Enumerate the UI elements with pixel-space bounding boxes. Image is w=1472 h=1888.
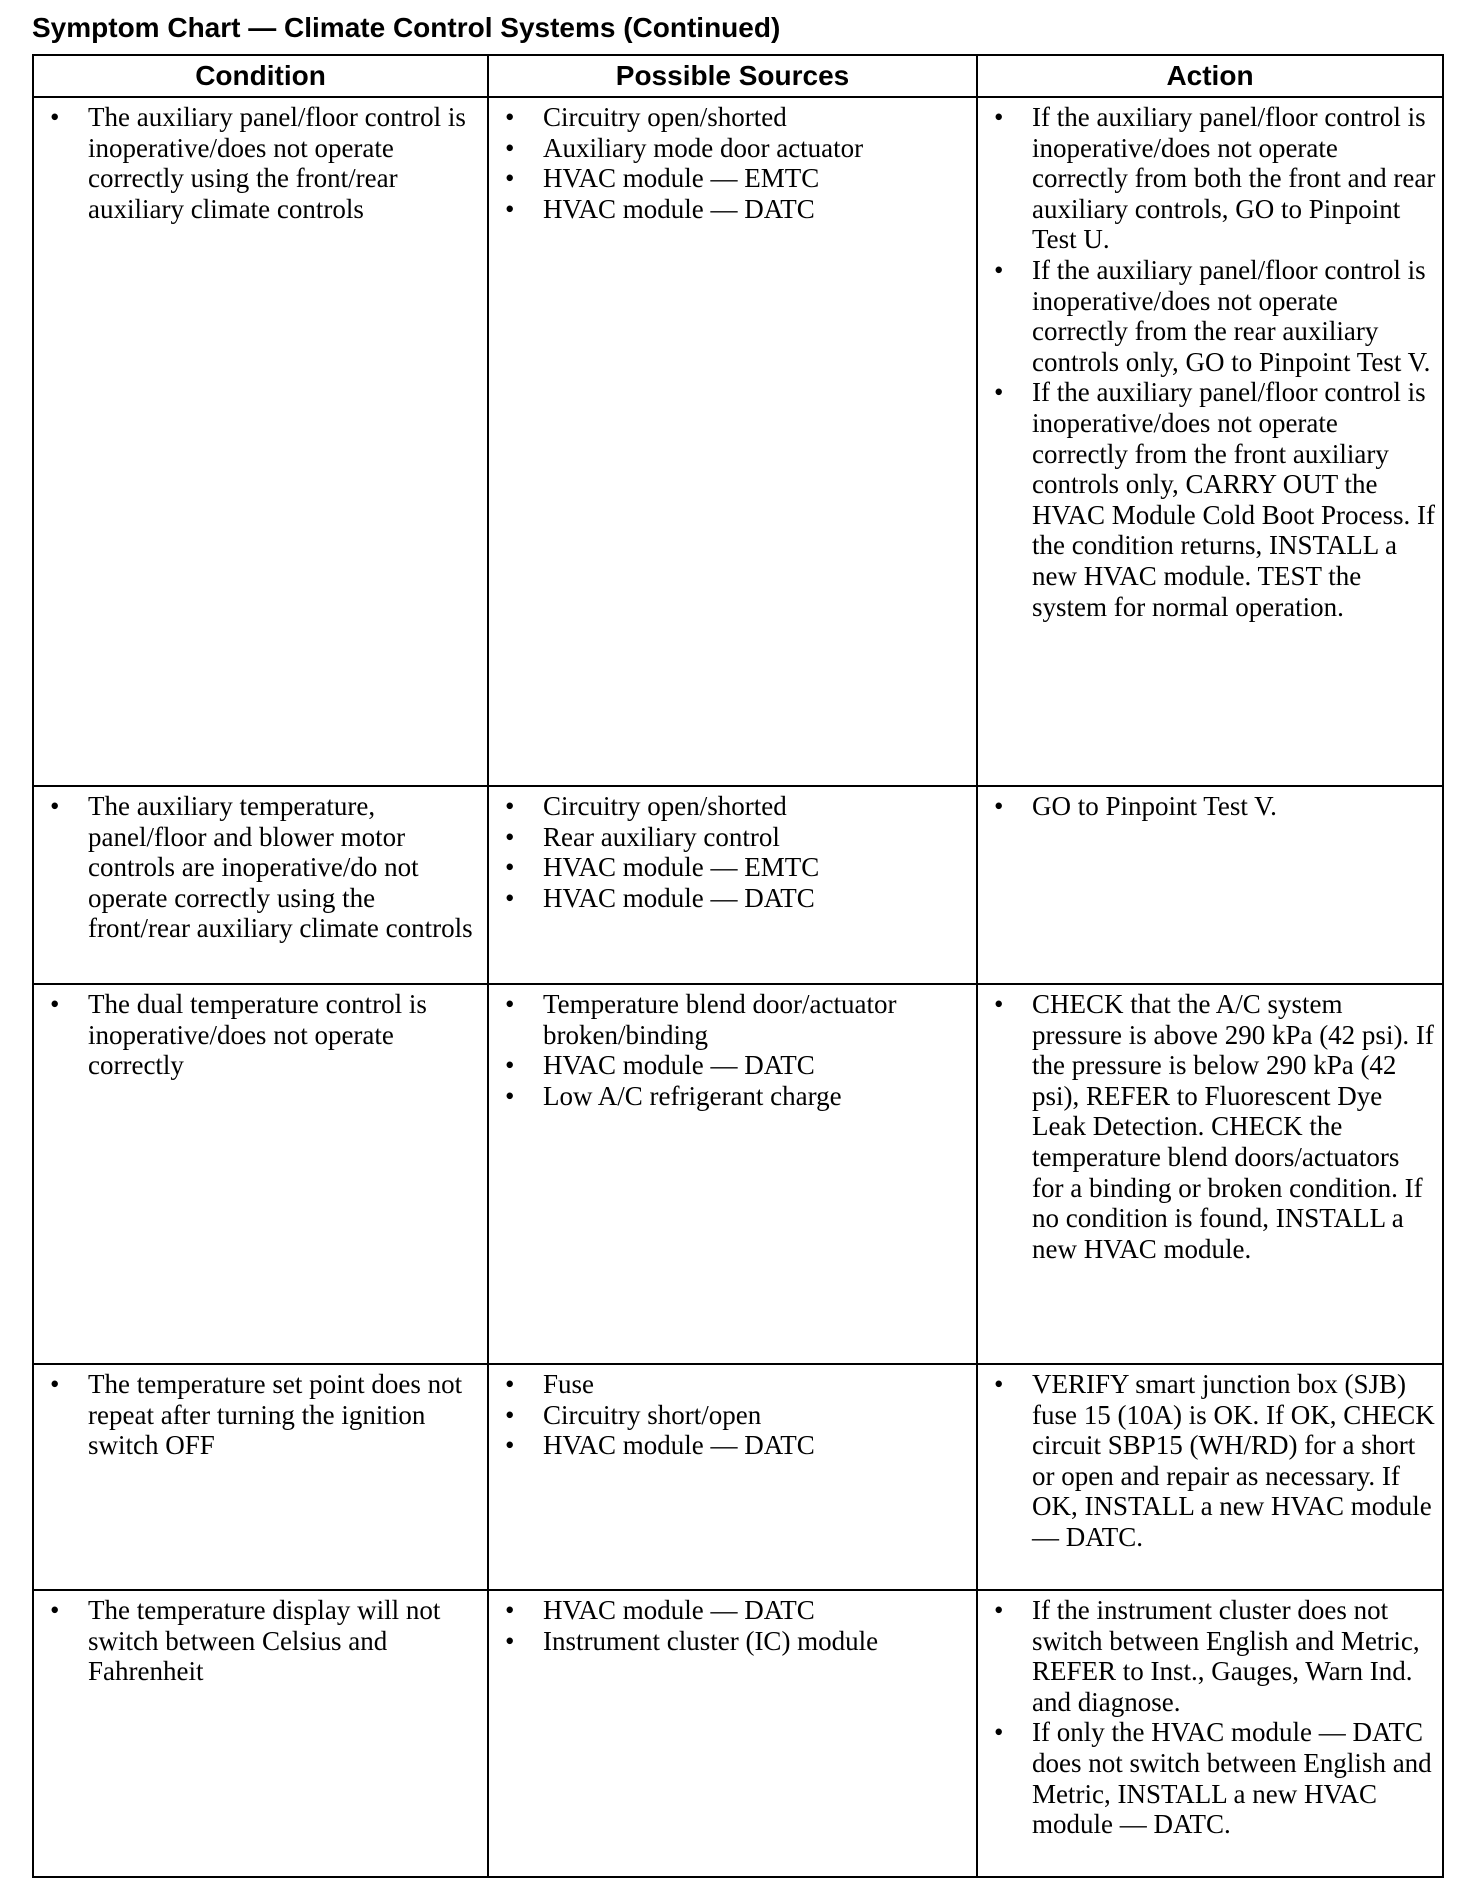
source-item: • HVAC module — EMTC — [495, 852, 970, 883]
column-header-possible-sources: Possible Sources — [488, 55, 977, 97]
action-cell — [977, 97, 1443, 786]
condition-cell — [33, 984, 488, 1364]
column-header-condition: Condition — [33, 55, 488, 97]
action-item: • CHECK that the A/C system pressure is above 290 kPa (42 psi). If the pressure is below 290 kPa (42 psi), REFER to Fluorescent Dye Leak Detection. CHECK the temperature blend doors/actuators for a binding or broken condition. If no condition is found, INSTALL a new HVAC module. — [984, 989, 1436, 1264]
action-item: • VERIFY smart junction box (SJB) fuse 15 (10A) is OK. If OK, CHECK circuit SBP15 (WH/RD) for a short or open and repair as necessary. If OK, INSTALL a new HVAC module — DATC. — [984, 1369, 1436, 1553]
condition-cell — [33, 1590, 488, 1877]
sources-cell — [488, 1590, 977, 1877]
table-row — [33, 1364, 1443, 1590]
symptom-chart-table — [32, 54, 1444, 1878]
action-cell — [977, 1364, 1443, 1590]
action-item: • If the instrument cluster does not switch between English and Metric, REFER to Inst., Gauges, Warn Ind. and diagnose. — [984, 1595, 1436, 1717]
condition-cell — [33, 786, 488, 984]
source-item: • Low A/C refrigerant charge — [495, 1081, 970, 1112]
source-item: • Rear auxiliary control — [495, 822, 970, 853]
action-cell — [977, 1590, 1443, 1877]
source-item: • HVAC module — DATC — [495, 883, 970, 914]
action-item: • If the auxiliary panel/floor control is inoperative/does not operate correctly from the rear auxiliary controls only, GO to Pinpoint Test V. — [984, 255, 1436, 377]
source-item: • Instrument cluster (IC) module — [495, 1626, 970, 1657]
source-item: • Temperature blend door/actuator broken/binding — [495, 989, 970, 1050]
table-row — [33, 97, 1443, 786]
table-row — [33, 1590, 1443, 1877]
sources-cell — [488, 97, 977, 786]
table-header-row — [33, 55, 1443, 97]
source-item: • Auxiliary mode door actuator — [495, 133, 970, 164]
condition-cell — [33, 1364, 488, 1590]
action-item: • If the auxiliary panel/floor control is inoperative/does not operate correctly from the front auxiliary controls only, CARRY OUT the HVAC Module Cold Boot Process. If the condition returns, INSTALL a new HVAC module. TEST the system for normal operation. — [984, 377, 1436, 622]
condition-item: • The dual temperature control is inoperative/does not operate correctly — [40, 989, 481, 1081]
source-item: • HVAC module — DATC — [495, 1595, 970, 1626]
sources-cell — [488, 984, 977, 1364]
action-item: • If only the HVAC module — DATC does not switch between English and Metric, INSTALL a new HVAC module — DATC. — [984, 1717, 1436, 1839]
action-item: • GO to Pinpoint Test V. — [984, 791, 1436, 822]
action-cell — [977, 786, 1443, 984]
source-item: • Circuitry open/shorted — [495, 102, 970, 133]
source-item: • Circuitry open/shorted — [495, 791, 970, 822]
condition-item: • The auxiliary temperature, panel/floor and blower motor controls are inoperative/do not operate correctly using the front/rear auxiliary climate controls — [40, 791, 481, 944]
action-cell — [977, 984, 1443, 1364]
condition-item: • The auxiliary panel/floor control is inoperative/does not operate correctly using the front/rear auxiliary climate controls — [40, 102, 481, 224]
source-item: • Circuitry short/open — [495, 1400, 970, 1431]
table-row — [33, 786, 1443, 984]
column-header-action: Action — [977, 55, 1443, 97]
source-item: • HVAC module — EMTC — [495, 163, 970, 194]
condition-item: • The temperature set point does not repeat after turning the ignition switch OFF — [40, 1369, 481, 1461]
table-row — [33, 984, 1443, 1364]
page-title: Symptom Chart — Climate Control Systems (Continued) — [32, 12, 781, 43]
condition-cell — [33, 97, 488, 786]
source-item: • HVAC module — DATC — [495, 1050, 970, 1081]
source-item: • Fuse — [495, 1369, 970, 1400]
source-item: • HVAC module — DATC — [495, 1430, 970, 1461]
sources-cell — [488, 786, 977, 984]
action-item: • If the auxiliary panel/floor control is inoperative/does not operate correctly from both the front and rear auxiliary controls, GO to Pinpoint Test U. — [984, 102, 1436, 255]
sources-cell — [488, 1364, 977, 1590]
condition-item: • The temperature display will not switch between Celsius and Fahrenheit — [40, 1595, 481, 1687]
source-item: • HVAC module — DATC — [495, 194, 970, 225]
